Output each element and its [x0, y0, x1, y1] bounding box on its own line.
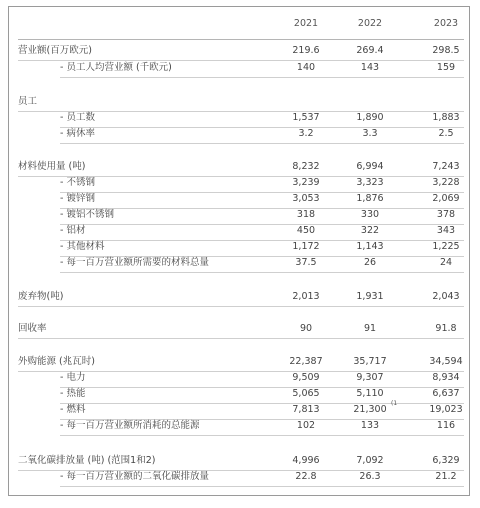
value-2023: 6,329 [432, 455, 460, 466]
value-2023: 1,225 [432, 241, 460, 252]
value-2022: 26.3 [359, 471, 381, 482]
value-2021: 2,013 [292, 291, 320, 302]
value-2023: 2,043 [432, 291, 460, 302]
value-2022: 1,931 [356, 291, 384, 302]
header-rule [18, 39, 464, 40]
value-2023: 3,228 [432, 177, 460, 188]
value-2022: 1,876 [356, 193, 384, 204]
value-2023: 7,243 [432, 161, 460, 172]
row-divider [60, 143, 464, 144]
value-2022: 35,717 [353, 356, 387, 367]
value-2021: 3,053 [292, 193, 320, 204]
value-2021: 450 [296, 225, 316, 236]
row-divider [60, 77, 464, 78]
table-row [0, 256, 480, 270]
row-divider [60, 435, 464, 436]
row-label: - 镀锌钢 [60, 193, 95, 204]
value-2022: 330 [360, 209, 380, 220]
row-label: - 员工人均营业额 (千欧元) [60, 62, 172, 73]
value-2022: 269.4 [356, 45, 384, 56]
value-2021: 22.8 [295, 471, 317, 482]
value-2023: 6,637 [432, 388, 460, 399]
row-label: - 燃料 [60, 404, 86, 415]
row-label: - 其他材料 [60, 241, 105, 252]
table-row [0, 61, 480, 75]
value-2021: 5,065 [292, 388, 320, 399]
row-label: - 电力 [60, 372, 86, 383]
row-label: - 每一百万营业额的二氧化碳排放量 [60, 471, 209, 482]
table-row [0, 419, 480, 433]
value-2022: 9,307 [356, 372, 384, 383]
value-2023: 21.2 [435, 471, 457, 482]
table-row [0, 355, 480, 369]
value-2022: 5,110 [356, 388, 384, 399]
value-2021: 4,996 [292, 455, 320, 466]
row-label: - 铝材 [60, 225, 86, 236]
value-2023: 2,069 [432, 193, 460, 204]
value-2021: 37.5 [295, 257, 317, 268]
value-2023: 343 [436, 225, 456, 236]
row-divider [60, 486, 464, 487]
value-2022: 6,994 [356, 161, 384, 172]
row-label: 材料使用量 (吨) [18, 161, 86, 172]
row-divider [18, 338, 464, 339]
table-row [0, 290, 480, 304]
value-2023: 24 [439, 257, 453, 268]
value-2022: 91 [363, 323, 377, 334]
value-2023: 34,594 [429, 356, 463, 367]
value-2022: 3.3 [362, 128, 378, 139]
value-2022: 1,143 [356, 241, 384, 252]
row-label: - 每一百万营业额所消耗的总能源 [60, 420, 200, 431]
value-2022: 133 [360, 420, 380, 431]
value-2023: 378 [436, 209, 456, 220]
table-row [0, 127, 480, 141]
table-row [0, 322, 480, 336]
row-label: 员工 [18, 96, 38, 107]
table-row [0, 224, 480, 238]
value-2021: 102 [296, 420, 316, 431]
table-row [0, 208, 480, 222]
value-2022: 3,323 [356, 177, 384, 188]
value-2023: 159 [436, 62, 456, 73]
value-2021: 1,172 [292, 241, 320, 252]
value-2023: 2.5 [438, 128, 454, 139]
table-row [0, 95, 480, 109]
value-2021: 8,232 [292, 161, 320, 172]
value-2022: 322 [360, 225, 380, 236]
year-header-2022: 2022 [357, 18, 383, 29]
table-row [0, 192, 480, 206]
table-row [0, 111, 480, 125]
value-2022: 21,300 [353, 404, 387, 415]
value-2021: 7,813 [292, 404, 320, 415]
row-label: - 病休率 [60, 128, 95, 139]
footnote-marker: (1 [391, 400, 398, 407]
value-2021: 3,239 [292, 177, 320, 188]
value-2021: 1,537 [292, 112, 320, 123]
table-row [0, 470, 480, 484]
row-label: 营业额(百万欧元) [18, 45, 92, 56]
table-row [0, 454, 480, 468]
row-label: - 每一百万营业额所需要的材料总量 [60, 257, 209, 268]
value-2021: 9,509 [292, 372, 320, 383]
row-divider [60, 272, 464, 273]
table-row [0, 387, 480, 401]
table-row [0, 160, 480, 174]
table-row [0, 400, 480, 417]
year-header-2021: 2021 [293, 18, 319, 29]
row-label: - 员工数 [60, 112, 95, 123]
value-2022: 1,890 [356, 112, 384, 123]
value-2021: 90 [299, 323, 313, 334]
value-2023: 19,023 [429, 404, 463, 415]
year-header-2023: 2023 [433, 18, 459, 29]
row-label: 废弃物(吨) [18, 291, 64, 302]
value-2021: 140 [296, 62, 316, 73]
value-2023: 298.5 [432, 45, 460, 56]
value-2023: 8,934 [432, 372, 460, 383]
value-2022: 7,092 [356, 455, 384, 466]
table-row [0, 176, 480, 190]
row-divider [18, 306, 464, 307]
value-2021: 318 [296, 209, 316, 220]
row-label: 二氧化碳排放量 (吨) (范围1和2) [18, 455, 156, 466]
table-row [0, 240, 480, 254]
value-2021: 22,387 [289, 356, 323, 367]
row-label: 外购能源 (兆瓦时) [18, 356, 95, 367]
row-label: - 热能 [60, 388, 86, 399]
value-2023: 91.8 [435, 323, 457, 334]
value-2021: 3.2 [298, 128, 314, 139]
value-2022: 26 [363, 257, 377, 268]
table-row [0, 44, 480, 58]
value-2023: 1,883 [432, 112, 460, 123]
table-row [0, 371, 480, 385]
value-2021: 219.6 [292, 45, 320, 56]
row-label: - 镀铝不锈钢 [60, 209, 114, 220]
value-2022: 143 [360, 62, 380, 73]
row-label: - 不锈钢 [60, 177, 95, 188]
row-label: 回收率 [18, 323, 47, 334]
value-2023: 116 [436, 420, 456, 431]
